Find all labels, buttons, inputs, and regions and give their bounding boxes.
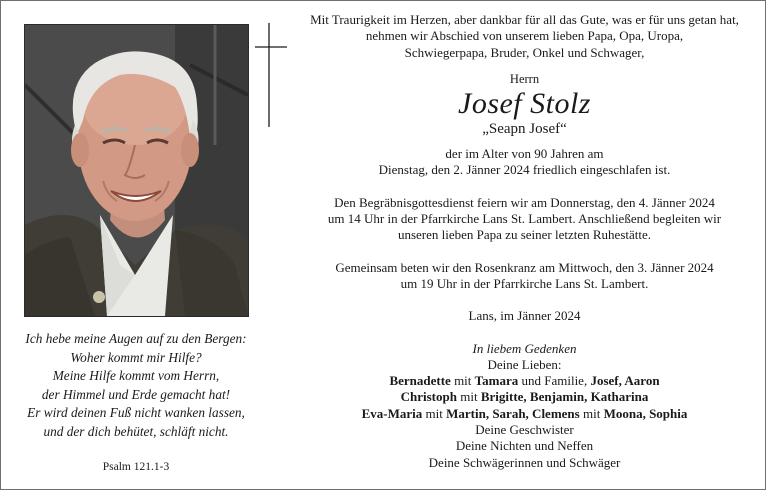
obituary-text [291, 12, 758, 471]
family-name: Moona, Sophia [603, 405, 688, 421]
poem-line: der Himmel und Erde gemacht hat! [41, 386, 231, 402]
family-name: Martin, Sarah, Clemens [446, 405, 580, 421]
psalm-reference: Psalm 121.1-3 [102, 461, 170, 473]
family-line [291, 373, 758, 389]
beloved-line: Deine Lieben: [487, 356, 562, 372]
death-line: Dienstag, den 2. Jänner 2024 friedlich eingeschlafen ist. [378, 162, 671, 178]
family-name: Tamara [474, 373, 519, 389]
poem-line: Woher kommt mir Hilfe? [70, 349, 202, 365]
funeral-line: um 14 Uhr in der Pfarrkirche Lans St. Lambert. Anschließend begleiten wir [327, 211, 722, 227]
intro-line: Schwiegerpapa, Bruder, Onkel und Schwager, [404, 44, 645, 60]
family-connector: mit [456, 389, 481, 405]
relatives-line: Deine Nichten und Neffen [455, 438, 594, 454]
funeral-line: unseren lieben Papa zu seiner letzten Ruhestätte. [397, 227, 652, 243]
deceased-name: Josef Stolz [458, 87, 591, 121]
family-connector: und Familie, [518, 373, 591, 389]
family-name: Josef, Aaron [590, 373, 660, 389]
relatives-line: Deine Geschwister [475, 422, 574, 438]
intro-line: Mit Traurigkeit im Herzen, aber dankbar für all das Gute, was er für uns getan hat, [310, 12, 739, 27]
poem-line: und der dich behütet, schläft nicht. [43, 423, 229, 439]
death-line: der im Alter von 90 Jahren am [445, 146, 604, 162]
place-date: Lans, im Jänner 2024 [468, 308, 581, 324]
memory-line: In liebem Gedenken [472, 340, 577, 356]
rosary-line: um 19 Uhr in der Pfarrkirche Lans St. Lambert. [400, 275, 649, 291]
cross-icon [255, 23, 287, 127]
funeral-line: Den Begräbnisgottesdienst feiern wir am Donnerstag, den 4. Jänner 2024 [334, 194, 715, 210]
relatives-line: Deine Schwägerinnen und Schwäger [428, 454, 621, 470]
salutation: Herrn [509, 71, 540, 86]
poem-block [11, 330, 261, 441]
portrait-photo [24, 24, 249, 317]
family-connector: mit [422, 405, 447, 421]
family-connector: mit [579, 405, 604, 421]
family-line [291, 406, 758, 422]
family-connector: mit [450, 373, 475, 389]
poem-line: Ich hebe meine Augen auf zu den Bergen: [25, 331, 247, 346]
family-name: Eva-Maria [361, 405, 423, 421]
poem-line: Meine Hilfe kommt vom Herrn, [52, 368, 220, 383]
poem-line: Er wird deinen Fuß nicht wanken lassen, [27, 405, 245, 420]
nickname: „Seapn Josef“ [482, 121, 567, 138]
family-line [291, 389, 758, 405]
intro-line: nehmen wir Abschied von unserem lieben Papa, Opa, Uropa, [365, 28, 684, 44]
family-name: Christoph [400, 389, 457, 405]
family-name: Brigitte, Benjamin, Katharina [480, 389, 649, 405]
family-name: Bernadette [389, 373, 451, 389]
rosary-line: Gemeinsam beten wir den Rosenkranz am Mittwoch, den 3. Jänner 2024 [335, 259, 714, 275]
